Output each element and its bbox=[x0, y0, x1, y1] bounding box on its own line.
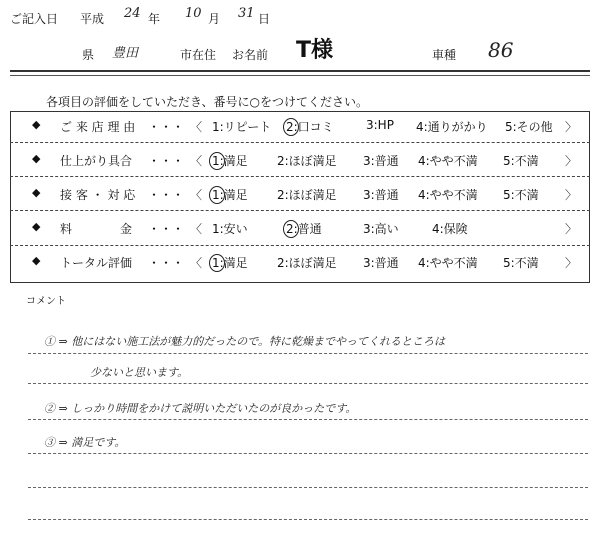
survey-option[interactable]: 1:満足 bbox=[212, 188, 248, 202]
open-bracket: 〈 bbox=[190, 154, 203, 168]
survey-option[interactable]: 3:普通 bbox=[363, 154, 399, 168]
comment-line bbox=[28, 453, 588, 454]
survey-question-label: 料 金 bbox=[60, 222, 133, 236]
instruction-text: 各項目の評価をしていただき、番号に○をつけてください。 bbox=[46, 95, 368, 109]
survey-option[interactable]: 2:ほぼ満足 bbox=[277, 154, 337, 168]
comment-line bbox=[28, 487, 588, 488]
year-unit: 年 bbox=[148, 12, 161, 26]
selected-circle-mark bbox=[283, 220, 299, 238]
close-bracket: 〉 bbox=[565, 120, 578, 134]
survey-option[interactable]: 3:普通 bbox=[363, 188, 399, 202]
survey-option[interactable]: 3:普通 bbox=[363, 256, 399, 270]
survey-option[interactable]: 4:やや不満 bbox=[418, 188, 478, 202]
diamond-bullet-icon: ◆ bbox=[32, 220, 41, 233]
open-bracket: 〈 bbox=[190, 188, 203, 202]
survey-row bbox=[0, 118, 600, 152]
customer-name: T様 bbox=[296, 38, 334, 63]
survey-option[interactable]: 5:不満 bbox=[503, 188, 539, 202]
close-bracket: 〉 bbox=[565, 222, 578, 236]
survey-option[interactable]: 1:満足 bbox=[212, 256, 248, 270]
survey-row bbox=[0, 254, 600, 288]
survey-question-label: トータル評価 bbox=[60, 256, 133, 270]
selected-circle-mark bbox=[209, 254, 225, 272]
car-value: 86 bbox=[488, 38, 514, 62]
year-value: 24 bbox=[124, 6, 141, 21]
survey-row bbox=[0, 220, 600, 254]
leader-dots: ・・・ bbox=[148, 222, 185, 236]
survey-option[interactable]: 4:保険 bbox=[432, 222, 468, 236]
diamond-bullet-icon: ◆ bbox=[32, 152, 41, 165]
survey-option[interactable]: 2:ほぼ満足 bbox=[277, 256, 337, 270]
survey-row bbox=[0, 152, 600, 186]
survey-option[interactable]: 4:やや不満 bbox=[418, 256, 478, 270]
leader-dots: ・・・ bbox=[148, 188, 185, 202]
prefecture-label: 県 bbox=[82, 48, 95, 62]
diamond-bullet-icon: ◆ bbox=[32, 186, 41, 199]
survey-option[interactable]: 5:その他 bbox=[505, 120, 553, 134]
selected-circle-mark bbox=[283, 118, 299, 136]
comment-line bbox=[28, 519, 588, 520]
survey-option[interactable]: 2:口コミ bbox=[286, 120, 334, 134]
survey-option[interactable]: 1:リピート bbox=[212, 120, 272, 134]
diamond-bullet-icon: ◆ bbox=[32, 254, 41, 267]
name-label: お名前 bbox=[232, 48, 269, 62]
open-bracket: 〈 bbox=[190, 222, 203, 236]
survey-option[interactable]: 5:不満 bbox=[503, 256, 539, 270]
close-bracket: 〉 bbox=[565, 256, 578, 270]
survey-option[interactable]: 4:やや不満 bbox=[418, 154, 478, 168]
open-bracket: 〈 bbox=[190, 120, 203, 134]
survey-question-label: 仕上がり具合 bbox=[60, 154, 133, 168]
header-underline-second bbox=[10, 75, 590, 76]
survey-option[interactable]: 3:高い bbox=[363, 222, 399, 236]
leader-dots: ・・・ bbox=[148, 256, 185, 270]
day-value: 31 bbox=[238, 6, 255, 21]
comment-label: コメント bbox=[26, 296, 66, 307]
comment-line bbox=[28, 353, 588, 354]
diamond-bullet-icon: ◆ bbox=[32, 118, 41, 131]
survey-option[interactable]: 3:HP bbox=[366, 118, 394, 132]
comment-line bbox=[28, 383, 588, 384]
survey-option[interactable]: 5:不満 bbox=[503, 154, 539, 168]
survey-option[interactable]: 4:通りがかり bbox=[416, 120, 488, 134]
comment-line bbox=[28, 419, 588, 420]
survey-option[interactable]: 2:普通 bbox=[286, 222, 322, 236]
header-underline bbox=[10, 70, 590, 72]
survey-option[interactable]: 1:満足 bbox=[212, 154, 248, 168]
selected-circle-mark bbox=[209, 152, 225, 170]
survey-option[interactable]: 1:安い bbox=[212, 222, 248, 236]
comment-line-3: ② ⇒ しっかり時間をかけて説明いただいたのが良かったです。 bbox=[44, 402, 357, 415]
city-label: 市在住 bbox=[180, 48, 217, 62]
month-unit: 月 bbox=[208, 12, 221, 26]
survey-option[interactable]: 2:ほぼ満足 bbox=[277, 188, 337, 202]
comment-line-4: ③ ⇒ 満足です。 bbox=[44, 436, 126, 449]
day-unit: 日 bbox=[258, 12, 271, 26]
era-label: 平成 bbox=[80, 12, 105, 26]
selected-circle-mark bbox=[209, 186, 225, 204]
open-bracket: 〈 bbox=[190, 256, 203, 270]
survey-question-label: ご 来 店 理 由 bbox=[60, 120, 136, 134]
comment-line-1: ① ⇒ 他にはない施工法が魅力的だったので。特に乾燥までやってくれるところは bbox=[44, 335, 445, 348]
month-value: 10 bbox=[185, 6, 202, 21]
survey-row bbox=[0, 186, 600, 220]
leader-dots: ・・・ bbox=[148, 120, 185, 134]
comment-line-2: 少ないと思います。 bbox=[90, 366, 189, 379]
date-label: ご記入日 bbox=[10, 12, 59, 26]
survey-question-label: 接 客 ・ 対 応 bbox=[60, 188, 136, 202]
leader-dots: ・・・ bbox=[148, 154, 185, 168]
close-bracket: 〉 bbox=[565, 154, 578, 168]
car-label: 車種 bbox=[432, 48, 457, 62]
city-value: 豊田 bbox=[112, 46, 139, 61]
close-bracket: 〉 bbox=[565, 188, 578, 202]
